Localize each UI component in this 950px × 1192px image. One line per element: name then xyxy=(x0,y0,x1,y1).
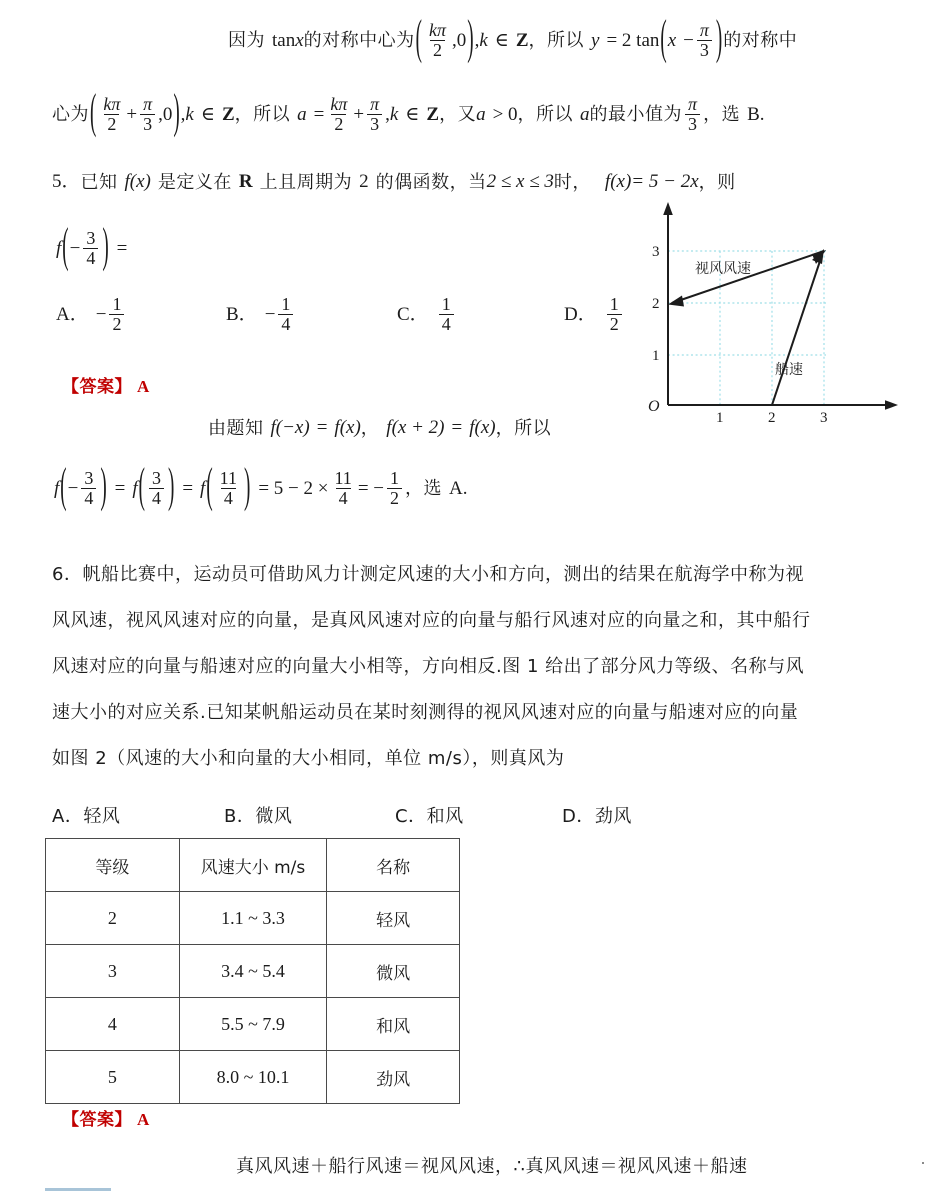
fraction xyxy=(149,469,164,508)
answer-letter: A xyxy=(137,1110,150,1129)
function-symbol: f xyxy=(54,477,60,499)
axis-origin-label: O xyxy=(648,398,660,415)
option-text: 和风 xyxy=(426,806,464,827)
left-paren: ( xyxy=(62,220,69,274)
arrowhead-left xyxy=(668,296,684,307)
fraction-denominator: 3 xyxy=(367,114,382,134)
cell-name: 和风 xyxy=(327,998,460,1051)
right-paren: ) xyxy=(243,460,251,514)
option-text: 劲风 xyxy=(594,806,632,827)
text-fragment: R xyxy=(238,171,253,192)
answer-label: 【答案】 xyxy=(62,377,132,397)
text-fragment: , xyxy=(385,103,390,125)
equals-sign: = xyxy=(114,477,126,499)
option-text: 微风 xyxy=(255,806,293,827)
fraction-denominator: 2 xyxy=(387,488,402,508)
fraction-denominator: 4 xyxy=(278,314,293,334)
fraction xyxy=(83,229,98,268)
text-fragment: 2 ≤ x ≤ 3 xyxy=(486,171,554,192)
cell-speed: 3.4 ~ 5.4 xyxy=(179,945,327,998)
text-fragment: 2 xyxy=(359,171,369,192)
text-fragment: ∈ xyxy=(200,103,215,125)
table-row xyxy=(46,1051,460,1104)
text-fragment: ， xyxy=(495,417,515,439)
text-fragment: ， xyxy=(234,104,254,126)
x-axis-arrowhead xyxy=(885,400,898,410)
fraction-numerator: π xyxy=(143,94,153,114)
solution-q6-line-1: 真风风速＋船行风速＝视风风速，∴真风风速＝视风风速＋船速 xyxy=(236,1156,748,1177)
paragraph-line: 风速对应的向量与船速对应的向量大小相等，方向相反.图 1 给出了部分风力等级、名称与风 xyxy=(52,656,805,677)
left-paren: ( xyxy=(206,460,213,514)
left-paren: ( xyxy=(138,460,145,514)
fraction-numerator: 3 xyxy=(86,228,96,248)
left-paren: ( xyxy=(660,12,667,66)
text-fragment: a xyxy=(297,103,307,125)
text-fragment: ， xyxy=(360,417,380,439)
text-fragment: B. xyxy=(747,103,765,125)
paragraph-line: 如图 2（风速的大小和向量的大小相同，单位 m/s），则真风为 xyxy=(52,748,565,769)
question-5-stem xyxy=(52,172,736,193)
text-fragment: ，则 xyxy=(698,171,736,193)
text-fragment: 所以 xyxy=(253,104,291,126)
text-fragment: f xyxy=(124,171,130,192)
text-fragment: 所以 xyxy=(547,30,585,52)
question-6-answer xyxy=(62,1105,150,1130)
equals-sign: = xyxy=(116,237,128,259)
text-fragment: (x) xyxy=(129,171,151,192)
text-fragment: k xyxy=(389,103,399,125)
option-sign: − xyxy=(95,303,107,325)
text-fragment: Z xyxy=(515,29,529,51)
text-fragment: 的对称中心为 xyxy=(303,30,415,52)
text-fragment: f xyxy=(270,417,276,438)
fraction-denominator: 2 xyxy=(109,314,124,334)
text-fragment: A. xyxy=(449,477,468,499)
solution-q4-line-2 xyxy=(52,86,765,140)
page-speck xyxy=(922,1162,924,1164)
text-fragment: ∈ xyxy=(494,29,509,51)
fraction-numerator: 1 xyxy=(609,294,619,314)
text-fragment: ， xyxy=(517,104,537,126)
function-symbol: f xyxy=(56,237,62,259)
x-tick-3: 3 xyxy=(820,410,828,422)
text-fragment: 的偶函数，当 xyxy=(375,171,487,193)
cell-name: 劲风 xyxy=(327,1051,460,1104)
x-tick-1: 1 xyxy=(716,410,724,422)
equals-sign: = xyxy=(182,477,194,499)
text-fragment: − xyxy=(683,29,694,51)
function-symbol: f xyxy=(132,477,138,499)
text-fragment: y xyxy=(591,29,600,51)
boat-speed-vector xyxy=(772,249,824,405)
option-b[interactable] xyxy=(224,802,292,828)
text-fragment: > 0 xyxy=(492,103,518,125)
fraction xyxy=(439,295,454,334)
fraction-numerator: 1 xyxy=(112,294,122,314)
option-c[interactable] xyxy=(397,296,457,335)
fraction-denominator: 4 xyxy=(439,314,454,334)
text-fragment: 因为 xyxy=(228,30,265,52)
fraction xyxy=(140,95,155,134)
text-fragment: f xyxy=(469,417,475,438)
fraction-numerator: 11 xyxy=(334,468,352,488)
left-paren: ( xyxy=(415,12,422,66)
fraction xyxy=(100,95,123,134)
cell-name: 轻风 xyxy=(327,892,460,945)
text-fragment: ， xyxy=(405,478,424,500)
question-6-options xyxy=(52,802,752,830)
solution-q4-line-1 xyxy=(228,12,798,66)
right-paren: ) xyxy=(715,12,723,66)
fraction-denominator: 4 xyxy=(83,248,98,268)
option-a[interactable] xyxy=(52,802,120,828)
fraction-numerator: π xyxy=(699,20,709,40)
fraction-denominator: 2 xyxy=(607,314,622,334)
vector-label-boat-speed: 船速 xyxy=(775,362,803,378)
text-fragment: k xyxy=(185,103,194,125)
text-fragment: 选 xyxy=(721,104,741,126)
text-fragment: + xyxy=(126,103,138,125)
table-row xyxy=(46,945,460,998)
y-tick-3: 3 xyxy=(652,244,660,260)
option-a[interactable] xyxy=(56,296,127,335)
paragraph-line: 速大小的对应关系.已知某帆船运动员在某时刻测得的视风风速对应的向量与船速对应的向量 xyxy=(52,702,799,723)
text-fragment: f xyxy=(604,171,611,192)
column-header-name: 名称 xyxy=(327,839,460,892)
column-header-level: 等级 xyxy=(46,839,180,892)
table-row xyxy=(46,892,460,945)
bottom-rule xyxy=(45,1188,111,1191)
vector-diagram-figure xyxy=(640,196,940,422)
text-fragment: 上且周期为 xyxy=(259,171,353,193)
text-fragment: = xyxy=(451,417,463,438)
text-fragment: 选 xyxy=(423,478,442,500)
apparent-wind-vector xyxy=(668,250,826,307)
text-fragment: tan xyxy=(272,29,296,51)
text-fragment: 的最小值为 xyxy=(589,104,683,126)
fraction-numerator: 1 xyxy=(441,294,451,314)
text-fragment: 时， xyxy=(553,171,591,193)
option-d[interactable] xyxy=(562,802,632,828)
fraction xyxy=(607,295,622,334)
cell-speed: 1.1 ~ 3.3 xyxy=(179,892,327,945)
text-fragment: Z xyxy=(221,103,235,125)
text-fragment: (x) xyxy=(474,417,496,438)
text-fragment: , xyxy=(474,29,480,51)
answer-label: 【答案】 xyxy=(62,1110,132,1130)
fraction-numerator: kπ xyxy=(330,94,348,114)
option-d[interactable] xyxy=(564,296,625,335)
fraction-denominator: 2 xyxy=(331,114,346,134)
text-fragment: = − xyxy=(357,477,384,499)
fraction-denominator: 4 xyxy=(221,488,236,508)
text-fragment: Z xyxy=(426,103,440,125)
option-label: C． xyxy=(395,806,427,827)
y-axis-arrowhead xyxy=(663,202,673,215)
text-fragment: = 2 tan xyxy=(606,29,660,51)
fraction-denominator: 2 xyxy=(104,114,119,134)
text-fragment: x xyxy=(667,29,677,51)
fraction-numerator: 11 xyxy=(219,468,237,488)
function-symbol: f xyxy=(200,477,206,499)
paragraph-line: 6．帆船比赛中，运动员可借助风力计测定风速的大小和方向，测出的结果在航海学中称为视 xyxy=(52,564,804,585)
option-b[interactable] xyxy=(226,296,296,335)
option-label: B． xyxy=(224,806,256,827)
right-paren: ) xyxy=(167,460,175,514)
y-tick-1: 1 xyxy=(652,348,660,364)
solution-q5-line-1 xyxy=(208,418,551,439)
fraction xyxy=(109,295,124,334)
text-fragment: = 5 − 2x xyxy=(631,171,699,192)
text-fragment: ,0 xyxy=(452,29,467,51)
option-label: B． xyxy=(226,303,258,325)
fraction-denominator: 2 xyxy=(430,40,445,60)
answer-letter: A xyxy=(137,377,150,396)
column-header-speed: 风速大小 m/s xyxy=(179,839,327,892)
text-fragment: + xyxy=(353,103,365,125)
left-paren: ( xyxy=(60,460,67,514)
right-paren: ) xyxy=(173,86,180,140)
fraction-numerator: π xyxy=(688,94,698,114)
minus-sign: − xyxy=(67,477,79,499)
question-5-expression xyxy=(56,220,128,274)
text-fragment: 心为 xyxy=(52,104,89,126)
text-fragment: (−x) xyxy=(275,417,310,438)
x-tick-2: 2 xyxy=(768,410,776,422)
text-fragment: ， xyxy=(703,104,722,126)
question-6-paragraph xyxy=(52,552,904,782)
fraction-numerator: kπ xyxy=(428,20,446,40)
cell-level: 3 xyxy=(46,945,180,998)
fraction xyxy=(327,95,350,134)
text-fragment: 所以 xyxy=(536,104,574,126)
vector-label-apparent-wind: 视风风速 xyxy=(695,261,751,277)
fraction-numerator: kπ xyxy=(103,94,121,114)
text-fragment: (x) xyxy=(339,417,361,438)
text-fragment: ,0 xyxy=(158,103,173,125)
text-fragment: a xyxy=(580,103,590,125)
cell-speed: 5.5 ~ 7.9 xyxy=(179,998,327,1051)
cell-speed: 8.0 ~ 10.1 xyxy=(179,1051,327,1104)
left-paren: ( xyxy=(90,86,97,140)
option-label: C． xyxy=(397,303,429,325)
fraction xyxy=(278,295,293,334)
cell-level: 5 xyxy=(46,1051,180,1104)
text-fragment: 由题知 xyxy=(208,417,264,439)
option-text: 轻风 xyxy=(83,806,121,827)
option-label: A． xyxy=(52,806,84,827)
cell-level: 2 xyxy=(46,892,180,945)
text-fragment: = xyxy=(316,417,328,438)
fraction-denominator: 3 xyxy=(697,40,712,60)
text-fragment: 的对称中 xyxy=(723,30,798,52)
text-fragment: f xyxy=(334,417,340,438)
text-fragment: , xyxy=(180,103,186,125)
fraction-numerator: π xyxy=(370,94,380,114)
text-fragment: k xyxy=(479,29,488,51)
fraction-denominator: 3 xyxy=(685,114,700,134)
fraction xyxy=(697,21,712,60)
fraction-denominator: 4 xyxy=(149,488,164,508)
fraction xyxy=(685,95,700,134)
right-paren: ) xyxy=(102,220,109,274)
right-paren: ) xyxy=(467,12,474,66)
option-sign: − xyxy=(264,303,276,325)
question-number: 5． xyxy=(52,171,81,192)
text-fragment: 已知 xyxy=(80,171,118,193)
text-fragment: x xyxy=(295,29,304,51)
fraction xyxy=(331,469,354,508)
cell-level: 4 xyxy=(46,998,180,1051)
text-fragment: 是定义在 xyxy=(157,171,232,193)
text-fragment: ， xyxy=(528,30,548,52)
fraction xyxy=(387,469,402,508)
y-tick-2: 2 xyxy=(652,296,660,312)
solution-q5-line-2 xyxy=(54,460,468,514)
table-header-row xyxy=(46,839,460,892)
fraction xyxy=(217,469,240,508)
fraction-numerator: 3 xyxy=(151,468,161,488)
fraction-numerator: 1 xyxy=(390,468,399,488)
option-label: D． xyxy=(564,303,597,325)
fraction-denominator: 3 xyxy=(140,114,155,134)
text-fragment: f xyxy=(386,417,392,438)
question-5-answer xyxy=(62,372,150,397)
table-row xyxy=(46,998,460,1051)
text-fragment: a xyxy=(476,103,486,125)
fraction-denominator: 4 xyxy=(336,488,351,508)
fraction xyxy=(426,21,449,60)
cell-name: 微风 xyxy=(327,945,460,998)
fraction-numerator: 3 xyxy=(84,468,94,488)
text-fragment: = 5 − 2 × xyxy=(258,477,329,499)
wind-scale-table xyxy=(45,838,460,1104)
text-fragment: = xyxy=(313,103,325,125)
option-label: D． xyxy=(562,806,595,827)
option-label: A． xyxy=(56,303,89,325)
minus-sign: − xyxy=(69,237,81,259)
fraction-numerator: 1 xyxy=(281,294,291,314)
fraction xyxy=(81,469,96,508)
text-fragment: 又 xyxy=(457,104,477,126)
option-c[interactable] xyxy=(395,802,464,828)
text-fragment: ∈ xyxy=(405,103,420,125)
vector-diagram-svg xyxy=(640,196,940,422)
text-fragment: ， xyxy=(439,104,458,126)
text-fragment: 所以 xyxy=(514,417,552,439)
right-paren: ) xyxy=(100,460,107,514)
text-fragment: (x) xyxy=(610,171,632,192)
paragraph-line: 风风速，视风风速对应的向量，是真风风速对应的向量与船行风速对应的向量之和，其中船行 xyxy=(52,610,811,631)
text-fragment: (x + 2) xyxy=(391,417,445,438)
fraction xyxy=(367,95,382,134)
fraction-denominator: 4 xyxy=(81,488,96,508)
